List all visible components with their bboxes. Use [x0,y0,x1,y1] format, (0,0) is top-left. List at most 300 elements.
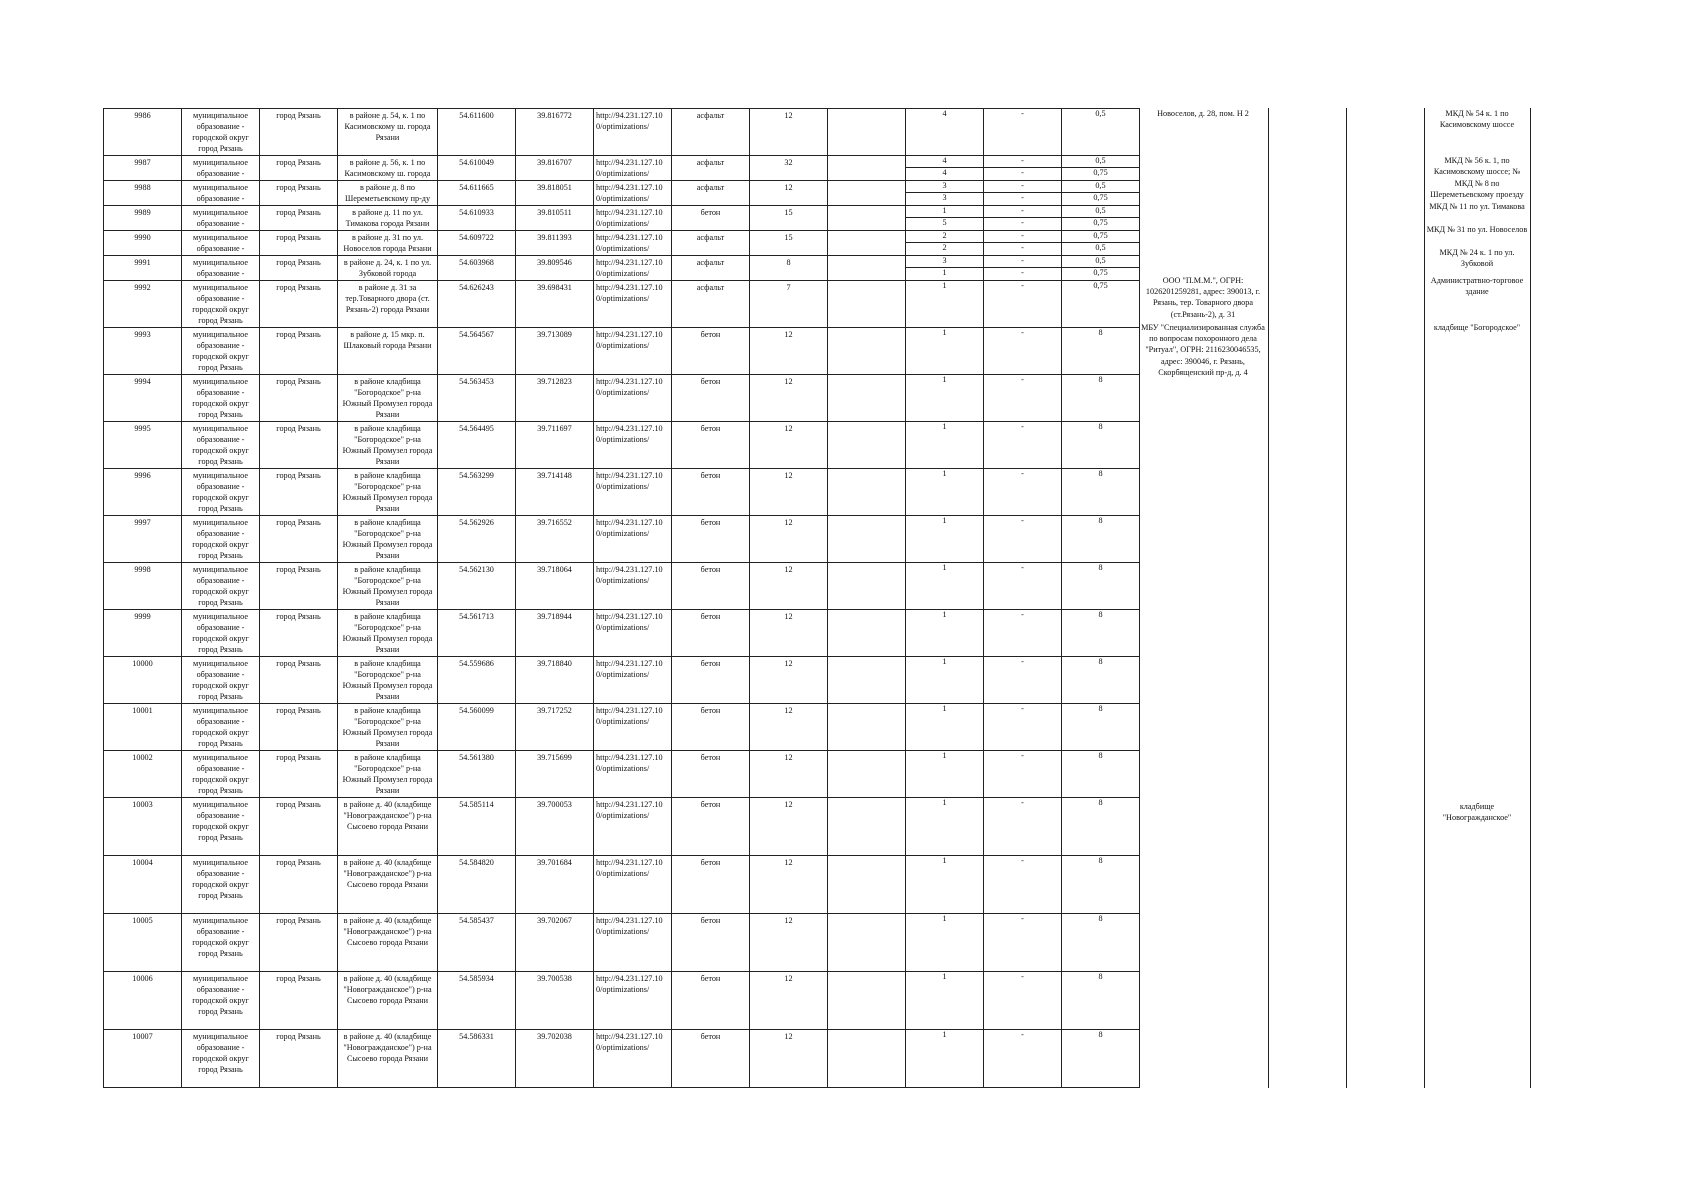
sub-value: 1 [942,375,947,384]
sub-value: 1 [942,914,947,923]
cell-city: город Рязань [260,914,338,972]
cell-count [906,657,984,704]
cell-url: http://94.231.127.10 0/optimizations/ [594,798,672,856]
cell-vol [1062,156,1140,181]
cell-url: http://94.231.127.10 0/optimizations/ [594,256,672,281]
sub-value: 1 [942,268,947,277]
cell-dash [984,231,1062,256]
sub-value: 1 [942,516,947,525]
cell-url: http://94.231.127.10 0/optimizations/ [594,856,672,914]
source-label: Администратвно-торговое здание [1430,276,1524,297]
sub-value: 0,5 [1095,243,1106,252]
cell-vol [1062,109,1140,156]
sub-value: 8 [1098,516,1103,525]
cell-area: 12 [750,109,828,156]
cell-count [906,181,984,206]
cell-num: 10006 [104,972,182,1030]
sub-value: 0,5 [1062,206,1139,218]
cell-area: 12 [750,328,828,375]
cell-city: город Рязань [260,181,338,206]
sub-value: 3 [906,256,983,268]
cell-lat: 54.610933 [438,206,516,231]
cell-lat: 54.563453 [438,375,516,422]
sub-value: 0,5 [1062,181,1139,193]
cell-lat: 54.561713 [438,610,516,657]
cell-addr: в районе кладбища "Богородское" р-на Южный Промузел города Рязани [338,422,438,469]
cell-count [906,328,984,375]
cell-url: http://94.231.127.10 0/optimizations/ [594,181,672,206]
cell-dash [984,328,1062,375]
cell-vol [1062,1030,1140,1088]
sub-value: 8 [1098,469,1103,478]
cell-count [906,798,984,856]
cell-num: 9990 [104,231,182,256]
cell-mo: муниципальное образование - городской округ город Рязань [182,657,260,704]
cell-addr: в районе кладбища "Богородское" р-на Южный Промузел города Рязани [338,751,438,798]
cell-num: 9986 [104,109,182,156]
column-divider [1346,108,1347,1088]
cell-lat: 54.611600 [438,109,516,156]
sub-value: 1 [942,281,947,290]
cell-mo: муниципальное образование - [182,256,260,281]
cell-url: http://94.231.127.10 0/optimizations/ [594,422,672,469]
sub-value: 8 [1098,422,1103,431]
source-label: МКД № 56 к. 1, по Касимовскому шоссе; № [1433,156,1521,177]
cell-empty [828,231,906,256]
cell-num: 9997 [104,516,182,563]
cell-lat: 54.603968 [438,256,516,281]
cell-lon: 39.715699 [516,751,594,798]
cell-empty [828,281,906,328]
cell-vol [1062,856,1140,914]
cell-lat: 54.586331 [438,1030,516,1088]
cell-vol [1062,563,1140,610]
cell-url: http://94.231.127.10 0/optimizations/ [594,281,672,328]
column-divider [1268,108,1269,1088]
cell-lat: 54.559686 [438,657,516,704]
cell-dash [984,109,1062,156]
cell-lat: 54.584820 [438,856,516,914]
cell-count [906,914,984,972]
cell-lon: 39.811393 [516,231,594,256]
sub-value: - [1021,193,1024,202]
sub-value: 8 [1098,751,1103,760]
cell-url: http://94.231.127.10 0/optimizations/ [594,972,672,1030]
cell-mo: муниципальное образование - городской округ город Рязань [182,328,260,375]
cell-cover: бетон [672,563,750,610]
table-row [104,972,1140,1030]
cell-cover: асфальт [672,256,750,281]
sub-value: 3 [906,181,983,193]
cell-mo: муниципальное образование - городской округ город Рязань [182,914,260,972]
cell-num: 9993 [104,328,182,375]
cell-cover: бетон [672,206,750,231]
cell-mo: муниципальное образование - [182,181,260,206]
table-row [104,256,1140,281]
table-row [104,798,1140,856]
cell-vol [1062,256,1140,281]
cell-num: 9987 [104,156,182,181]
cell-city: город Рязань [260,256,338,281]
cell-area: 32 [750,156,828,181]
sub-value: 1 [942,657,947,666]
cell-addr: в районе д. 24, к. 1 по ул. Зубковой города [338,256,438,281]
sub-value: - [984,181,1061,193]
sub-value: 1 [906,206,983,218]
cell-cover: асфальт [672,156,750,181]
table-row [104,610,1140,657]
cell-cover: бетон [672,798,750,856]
cell-lon: 39.702038 [516,1030,594,1088]
sub-value: 1 [942,704,947,713]
cell-count [906,516,984,563]
cell-mo: муниципальное образование - городской округ город Рязань [182,704,260,751]
table-row [104,469,1140,516]
cell-cover: бетон [672,610,750,657]
cell-vol [1062,751,1140,798]
cell-city: город Рязань [260,1030,338,1088]
cell-lon: 39.818051 [516,181,594,206]
sub-value: 1 [942,798,947,807]
cell-addr: в районе кладбища "Богородское" р-на Южный Промузел города Рязани [338,610,438,657]
cell-cover: бетон [672,1030,750,1088]
sub-value: - [1021,168,1024,177]
table-row [104,914,1140,972]
table-row [104,516,1140,563]
cell-city: город Рязань [260,469,338,516]
cell-area: 15 [750,231,828,256]
cell-addr: в районе д. 40 (кладбище "Новогражданское") р-на Сысоево города Рязани [338,914,438,972]
cell-area: 12 [750,469,828,516]
cell-cover: асфальт [672,109,750,156]
cell-lat: 54.585114 [438,798,516,856]
cell-count [906,704,984,751]
cell-lon: 39.717252 [516,704,594,751]
sub-value: - [1021,563,1024,572]
cell-num: 10000 [104,657,182,704]
sub-value: - [984,256,1061,268]
cell-dash [984,751,1062,798]
cell-vol [1062,972,1140,1030]
cell-addr: в районе д. 56, к. 1 по Касимовскому ш. города [338,156,438,181]
cell-area: 12 [750,375,828,422]
register-table [103,108,1140,1088]
cell-mo: муниципальное образование - городской округ город Рязань [182,610,260,657]
sub-value: 2 [906,231,983,243]
cell-empty [828,375,906,422]
cell-dash [984,972,1062,1030]
sub-value: 8 [1098,610,1103,619]
cell-count [906,469,984,516]
cell-vol [1062,704,1140,751]
sub-value: - [1021,751,1024,760]
sub-value: - [1021,109,1024,118]
cell-num: 10004 [104,856,182,914]
sub-value: 5 [942,218,947,227]
cell-url: http://94.231.127.10 0/optimizations/ [594,657,672,704]
cell-url: http://94.231.127.10 0/optimizations/ [594,704,672,751]
cell-city: город Рязань [260,798,338,856]
table-row [104,751,1140,798]
sub-value: 0,75 [1093,218,1108,227]
cell-lon: 39.701684 [516,856,594,914]
cell-city: город Рязань [260,610,338,657]
cell-lon: 39.713089 [516,328,594,375]
cell-dash [984,610,1062,657]
cell-lat: 54.562926 [438,516,516,563]
cell-lon: 39.702067 [516,914,594,972]
sub-value: 8 [1098,375,1103,384]
cell-count [906,1030,984,1088]
cell-cover: асфальт [672,281,750,328]
cell-lat: 54.561380 [438,751,516,798]
cell-url: http://94.231.127.10 0/optimizations/ [594,109,672,156]
cell-num: 9996 [104,469,182,516]
cell-city: город Рязань [260,972,338,1030]
cell-addr: в районе д. 31 за тер.Товарного двора (ст. Рязань-2) города Рязани [338,281,438,328]
table-row [104,206,1140,231]
cell-mo: муниципальное образование - городской округ город Рязань [182,281,260,328]
cell-lon: 39.809546 [516,256,594,281]
cell-mo: муниципальное образование - городской округ город Рязань [182,798,260,856]
cell-num: 10005 [104,914,182,972]
cell-lon: 39.718944 [516,610,594,657]
cell-lon: 39.700053 [516,798,594,856]
source-label: МКД № 8 по Шереметьевскому проезду [1430,179,1524,200]
cell-empty [828,156,906,181]
cell-vol [1062,206,1140,231]
cell-dash [984,914,1062,972]
cell-vol [1062,375,1140,422]
cell-dash [984,281,1062,328]
cell-vol [1062,610,1140,657]
sources-column [1424,108,1530,1088]
cell-area: 12 [750,914,828,972]
cell-cover: бетон [672,914,750,972]
cell-dash [984,256,1062,281]
cell-dash [984,181,1062,206]
cell-mo: муниципальное образование - городской округ город Рязань [182,1030,260,1088]
cell-lat: 54.609722 [438,231,516,256]
cell-dash [984,856,1062,914]
cell-empty [828,657,906,704]
cell-mo: муниципальное образование - городской округ город Рязань [182,972,260,1030]
cell-cover: бетон [672,704,750,751]
cell-city: город Рязань [260,856,338,914]
cell-dash [984,1030,1062,1088]
cell-addr: в районе кладбища "Богородское" р-на Южный Промузел города Рязани [338,375,438,422]
cell-addr: в районе д. 15 мкр. п. Шлаковый города Рязани [338,328,438,375]
cell-mo: муниципальное образование - городской округ город Рязань [182,856,260,914]
cell-dash [984,156,1062,181]
cell-dash [984,469,1062,516]
cell-addr: в районе д. 31 по ул. Новоселов города Рязани [338,231,438,256]
cell-count [906,206,984,231]
table-row [104,156,1140,181]
sub-value: - [1021,798,1024,807]
sub-value: 3 [942,193,947,202]
sub-value: 1 [942,751,947,760]
cell-lat: 54.585934 [438,972,516,1030]
cell-addr: в районе д. 8 по Шереметьевскому пр-ду [338,181,438,206]
cell-city: город Рязань [260,231,338,256]
sub-value: - [1021,243,1024,252]
cell-cover: бетон [672,375,750,422]
sub-value: - [1021,328,1024,337]
table-row [104,704,1140,751]
table-row [104,109,1140,156]
cell-lat: 54.611665 [438,181,516,206]
cell-area: 12 [750,610,828,657]
cell-num: 9998 [104,563,182,610]
cell-count [906,972,984,1030]
table-row [104,375,1140,422]
cell-url: http://94.231.127.10 0/optimizations/ [594,328,672,375]
sub-value: - [984,206,1061,218]
cell-city: город Рязань [260,563,338,610]
cell-num: 10003 [104,798,182,856]
cell-addr: в районе д. 11 по ул. Тимакова города Рязани [338,206,438,231]
cell-empty [828,181,906,206]
sub-value: 0,5 [1062,256,1139,268]
cell-area: 7 [750,281,828,328]
column-divider [1530,108,1531,1088]
sub-value: 1 [942,972,947,981]
cell-addr: в районе кладбища "Богородское" р-на Южный Промузел города Рязани [338,704,438,751]
cell-num: 9989 [104,206,182,231]
cell-num: 10001 [104,704,182,751]
cell-mo: муниципальное образование - городской округ город Рязань [182,109,260,156]
cell-num: 10007 [104,1030,182,1088]
sub-value: - [1021,281,1024,290]
cell-mo: муниципальное образование - [182,206,260,231]
cell-mo: муниципальное образование - [182,231,260,256]
cell-lat: 54.610049 [438,156,516,181]
cell-vol [1062,469,1140,516]
cell-lon: 39.714148 [516,469,594,516]
sub-value: 8 [1098,972,1103,981]
cell-mo: муниципальное образование - городской округ город Рязань [182,516,260,563]
cell-lon: 39.712823 [516,375,594,422]
cell-lon: 39.816707 [516,156,594,181]
table-row [104,422,1140,469]
cell-url: http://94.231.127.10 0/optimizations/ [594,469,672,516]
cell-cover: бетон [672,328,750,375]
cell-empty [828,206,906,231]
table-row [104,1030,1140,1088]
cell-addr: в районе д. 40 (кладбище "Новогражданское") р-на Сысоево города Рязани [338,1030,438,1088]
cell-mo: муниципальное образование - городской округ город Рязань [182,469,260,516]
cell-empty [828,328,906,375]
cell-area: 12 [750,704,828,751]
cell-dash [984,516,1062,563]
sub-value: 1 [942,610,947,619]
table-row [104,657,1140,704]
cell-city: город Рязань [260,516,338,563]
cell-cover: асфальт [672,181,750,206]
cell-count [906,156,984,181]
sub-value: 8 [1098,657,1103,666]
sub-value: 0,5 [1062,156,1139,168]
cell-dash [984,798,1062,856]
cell-dash [984,657,1062,704]
cell-lat: 54.562130 [438,563,516,610]
cell-mo: муниципальное образование - городской округ город Рязань [182,422,260,469]
cell-cover: бетон [672,657,750,704]
cell-dash [984,563,1062,610]
sub-value: 0,75 [1093,268,1108,277]
cell-city: город Рязань [260,156,338,181]
cell-count [906,610,984,657]
cell-dash [984,422,1062,469]
cell-url: http://94.231.127.10 0/optimizations/ [594,751,672,798]
table-row [104,181,1140,206]
sub-value: - [1021,375,1024,384]
cell-vol [1062,231,1140,256]
sub-value: 1 [942,469,947,478]
cell-count [906,422,984,469]
cell-lat: 54.585437 [438,914,516,972]
cell-area: 12 [750,181,828,206]
cell-area: 12 [750,751,828,798]
cell-area: 12 [750,422,828,469]
cell-mo: муниципальное образование - городской округ город Рязань [182,563,260,610]
owner-note: Новоселов, д. 28, пом. Н 2 [1157,109,1249,118]
cell-city: город Рязань [260,704,338,751]
sub-value: - [1021,972,1024,981]
sub-value: 8 [1098,856,1103,865]
sub-value: 0,75 [1093,281,1108,290]
table-row [104,231,1140,256]
sub-value: 0,75 [1093,193,1108,202]
cell-dash [984,375,1062,422]
cell-lon: 39.700538 [516,972,594,1030]
table-row [104,328,1140,375]
cell-num: 9999 [104,610,182,657]
cell-count [906,231,984,256]
sub-value: - [984,231,1061,243]
cell-area: 12 [750,563,828,610]
cell-lon: 39.711697 [516,422,594,469]
cell-empty [828,109,906,156]
sub-value: 4 [942,168,947,177]
cell-city: город Рязань [260,281,338,328]
cell-empty [828,972,906,1030]
cell-lat: 54.564495 [438,422,516,469]
owner-note: ООО "П.М.М.", ОГРН: 1026201259281, адрес: 390013, г. Рязань, тер. Товарного двора (ст.Рязань-2), д. 31 [1145,276,1261,319]
sub-value: 1 [942,328,947,337]
cell-cover: бетон [672,972,750,1030]
cell-mo: муниципальное образование - городской округ город Рязань [182,375,260,422]
source-label: кладбище "Новогражданское" [1442,802,1512,823]
cell-num: 10002 [104,751,182,798]
cell-vol [1062,422,1140,469]
cell-city: город Рязань [260,375,338,422]
cell-empty [828,704,906,751]
owner-notes-column [1138,108,1268,1088]
sub-value: 4 [906,156,983,168]
cell-lat: 54.564567 [438,328,516,375]
cell-dash [984,206,1062,231]
cell-url: http://94.231.127.10 0/optimizations/ [594,206,672,231]
cell-count [906,256,984,281]
cell-vol [1062,181,1140,206]
cell-empty [828,798,906,856]
cell-addr: в районе кладбища "Богородское" р-на Южный Промузел города Рязани [338,516,438,563]
cell-city: город Рязань [260,751,338,798]
sub-value: - [1021,268,1024,277]
cell-city: город Рязань [260,422,338,469]
